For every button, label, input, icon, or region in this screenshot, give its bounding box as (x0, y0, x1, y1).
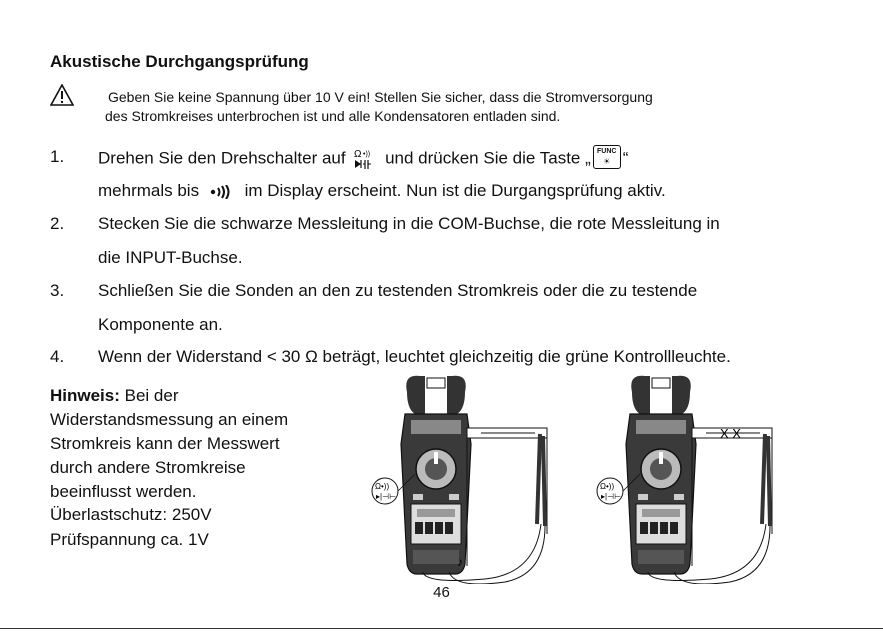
func-key-icon: FUNC ☀ (593, 145, 621, 169)
svg-text:▸|⊣⊢: ▸|⊣⊢ (376, 492, 397, 501)
note-text-2: Widerstandsmessung an einem (50, 410, 289, 429)
continuity-beep-icon (208, 185, 236, 199)
step-number: 3. (50, 281, 65, 300)
page-number: 46 (433, 584, 450, 601)
ohm-continuity-diode-icon (352, 147, 378, 171)
test-voltage: Prüfspannung ca. 1V (50, 530, 209, 549)
note-text-4: durch andere Stromkreise (50, 458, 246, 477)
section-title: Akustische Durchgangsprüfung (50, 52, 309, 71)
overload-protection: Überlastschutz: 250V (50, 505, 212, 524)
step-3-line-1: Schließen Sie die Sonden an den zu testenden Stromkreis oder die zu testende (98, 281, 698, 300)
step-1-text-c: “ (622, 148, 629, 168)
warning-triangle-icon (50, 84, 74, 106)
step-1-text-a: Drehen Sie den Drehschalter auf (98, 148, 346, 168)
svg-text:▸|⊣⊢: ▸|⊣⊢ (601, 492, 622, 501)
bottom-divider (0, 628, 883, 629)
clamp-meter-illustration-open-circuit (590, 374, 790, 584)
clamp-meter-illustration-closed-circuit (365, 374, 565, 584)
step-1-text-d: mehrmals bis (98, 181, 200, 200)
svg-text:♪: ♪ (457, 555, 463, 569)
step-number: 4. (50, 347, 65, 366)
step-2-line-1: Stecken Sie die schwarze Messleitung in die COM-Buchse, die rote Messleitung in (98, 214, 720, 233)
svg-text:•)): •)) (363, 151, 371, 158)
svg-text:Ω•)): Ω•)) (375, 482, 390, 491)
step-number: 1. (50, 147, 65, 166)
svg-text:Ω•)): Ω•)) (600, 482, 615, 491)
note-text-3: Stromkreis kann der Messwert (50, 434, 280, 453)
warning-line-2: des Stromkreises unterbrochen ist und alle Kondensatoren entladen sind. (105, 108, 561, 124)
warning-line-1: Geben Sie keine Spannung über 10 V ein! Stellen Sie sicher, dass die Stromversorgung (108, 89, 653, 105)
step-1-text-b: und drücken Sie die Taste „ (385, 148, 591, 168)
step-1-line-2 (98, 181, 666, 201)
note-block (50, 384, 350, 504)
note-text-5: beeinflusst werden. (50, 482, 197, 501)
step-3-line-2: Komponente an. (98, 315, 223, 334)
warning-text (105, 88, 848, 126)
step-1-line-1 (98, 147, 628, 171)
note-label: Hinweis: (50, 386, 120, 405)
note-text-1: Bei der (119, 386, 179, 405)
broken-circuit-mark: X X (720, 426, 741, 441)
step-2-line-2: die INPUT-Buchse. (98, 248, 243, 267)
step-4-line-1: Wenn der Widerstand < 30 Ω beträgt, leuchtet gleichzeitig die grüne Kontrollleuchte. (98, 347, 731, 366)
step-number: 2. (50, 214, 65, 233)
step-1-text-e: im Display erscheint. Nun ist die Durgangsprüfung aktiv. (244, 181, 666, 200)
svg-text:Ω: Ω (354, 149, 362, 160)
